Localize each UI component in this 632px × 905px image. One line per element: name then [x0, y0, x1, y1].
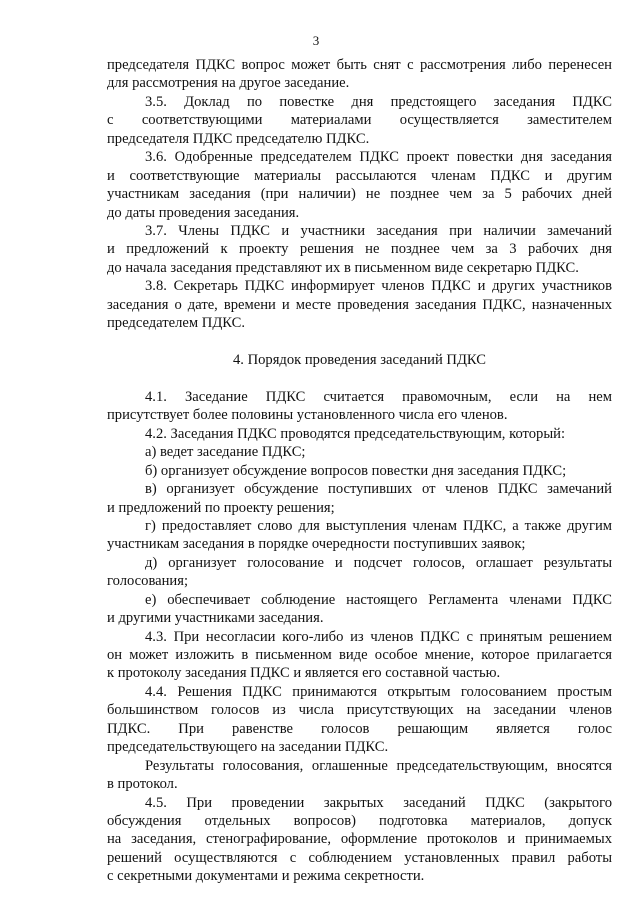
text-line: е) обеспечивает соблюдение настоящего Регламента членами ПДКС: [145, 591, 612, 608]
text-line: 3.5. Доклад по повестке дня предстоящего заседания ПДКС: [145, 93, 612, 110]
section-4-text: [107, 388, 612, 886]
text-line: до даты проведения заседания.: [107, 204, 300, 221]
text-line: участникам заседания (при наличии) не позднее чем за 5 рабочих дней: [107, 186, 612, 203]
text-line: участникам заседания в порядке очередности поступивших заявок;: [107, 536, 526, 553]
text-line: председательствующего на заседании ПДКС.: [107, 739, 389, 756]
text-line: д) организует голосование и подсчет голосов, оглашает результаты: [145, 554, 612, 571]
text-line: на заседания, стенографирование, оформление протоколов и принимаемых: [107, 831, 612, 848]
text-line: 4.4. Решения ПДКС принимаются открытым голосованием простым: [145, 683, 612, 700]
text-line: решений осуществляются с соблюдением установленных правил работы: [107, 849, 612, 866]
text-line: председателя ПДКС вопрос может быть снят с рассмотрения либо перенесен: [107, 57, 612, 73]
text-line: к протоколу заседания ПДКС и является его составной частью.: [107, 665, 501, 682]
page-number: 3: [312, 33, 320, 48]
text-line: в) организует обсуждение поступивших от членов ПДКС замечаний: [145, 481, 612, 498]
section-3-text: [107, 56, 612, 333]
text-line: б) организует обсуждение вопросов повестки дня заседания ПДКС;: [145, 462, 567, 479]
text-line: и другими участниками заседания.: [107, 610, 324, 627]
text-line: с соответствующими материалами осуществляется заместителем: [107, 112, 612, 129]
text-line: г) предоставляет слово для выступления членам ПДКС, а также другим: [145, 517, 612, 534]
text-line: и предложений к проекту решения не позднее чем за 3 рабочих дня: [107, 241, 612, 258]
text-line: 3.8. Секретарь ПДКС информирует членов ПДКС и других участников: [145, 278, 612, 295]
text-line: 4.5. При проведении закрытых заседаний ПДКС (закрытого: [145, 794, 612, 811]
text-line: 3.6. Одобренные председателем ПДКС проект повестки дня заседания: [145, 149, 612, 166]
text-line: Результаты голосования, оглашенные председательствующим, вносятся: [145, 757, 612, 774]
text-line: а) ведет заседание ПДКС;: [145, 444, 306, 461]
text-line: большинством голосов из числа присутствующих на заседании членов: [107, 702, 612, 719]
text-line: ПДКС. При равенстве голосов решающим является голос: [107, 720, 612, 737]
text-line: для рассмотрения на другое заседание.: [107, 75, 350, 92]
section-4-heading: 4. Порядок проведения заседаний ПДКС: [232, 352, 487, 368]
text-line: голосования;: [107, 573, 189, 590]
text-line: и соответствующие материалы рассылаются членам ПДКС и другим: [107, 167, 612, 184]
text-line: он может изложить в письменном виде особое мнение, которое прилагается: [107, 647, 612, 663]
text-line: председателем ПДКС.: [107, 315, 246, 332]
text-line: с секретными документами и режима секретности.: [107, 868, 425, 885]
text-line: присутствует более половины установленного числа его членов.: [107, 407, 508, 424]
text-line: и предложений по проекту решения;: [107, 499, 335, 516]
text-line: 3.7. Члены ПДКС и участники заседания при наличии замечаний: [145, 222, 612, 239]
text-line: председателя ПДКС председателю ПДКС.: [107, 130, 370, 147]
text-line: заседания о дате, времени и месте проведения заседания ПДКС, назначенных: [107, 296, 612, 313]
text-line: 4.3. При несогласии кого-либо из членов ПДКС с принятым решением: [145, 628, 612, 645]
text-line: 4.2. Заседания ПДКС проводятся председательствующим, который:: [145, 425, 566, 442]
text-line: обсуждения отдельных вопросов) подготовка материалов, допуск: [107, 812, 612, 829]
text-line: в протокол.: [107, 776, 178, 793]
text-line: 4.1. Заседание ПДКС считается правомочным, если на нем: [145, 388, 612, 405]
document-body: [107, 56, 612, 886]
text-line: до начала заседания представляют их в письменном виде секретарю ПДКС.: [107, 259, 579, 276]
